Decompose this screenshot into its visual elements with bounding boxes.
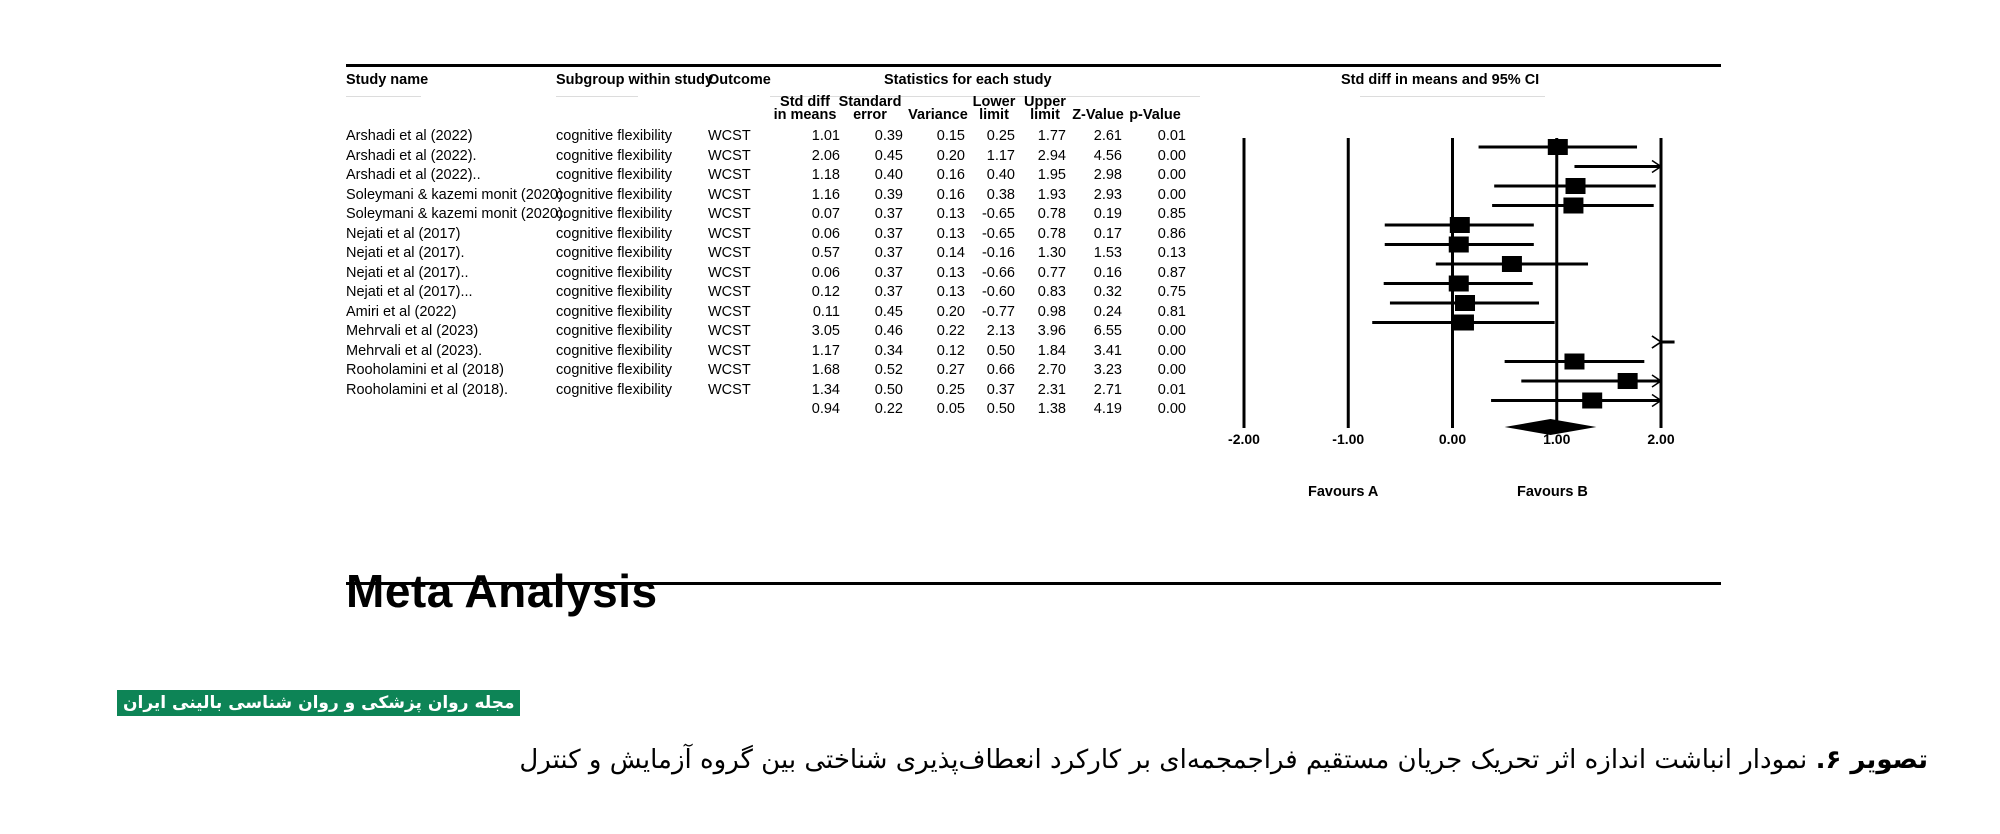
stat-value: 0.32: [1093, 284, 1122, 300]
stat-value: 0.06: [811, 225, 840, 242]
stat-value: 0.81: [1157, 303, 1186, 320]
stat-value: 0.24: [1093, 303, 1122, 320]
stat-value: 0.87: [1157, 264, 1186, 281]
stat-value: 0.52: [874, 362, 903, 378]
stat-value: 0.16: [1093, 264, 1122, 281]
outcome: WCST: [708, 303, 751, 320]
outcome: WCST: [708, 206, 751, 222]
subgroup: cognitive flexibility: [556, 381, 673, 398]
stat-value: -0.66: [981, 264, 1015, 281]
stat-value: 6.55: [1093, 323, 1122, 339]
stat-value: -0.65: [981, 225, 1015, 242]
effect-marker: [1454, 315, 1474, 331]
summary-value: 1.38: [1037, 401, 1066, 417]
stat-value: 0.98: [1037, 303, 1066, 320]
stat-value: 1.84: [1037, 342, 1066, 359]
favours-a-label: Favours A: [1308, 484, 1379, 500]
outcome: WCST: [708, 147, 751, 164]
study-name: Nejati et al (2017)...: [346, 284, 473, 300]
outcome: WCST: [708, 128, 751, 144]
stat-value: 0.00: [1157, 323, 1186, 339]
stat-value: 3.41: [1093, 342, 1122, 359]
stat-header-line1: Lower: [972, 94, 1016, 110]
subgroup: cognitive flexibility: [556, 362, 673, 378]
stat-value: 0.13: [936, 284, 965, 300]
stat-value: 1.68: [811, 362, 840, 378]
outcome: WCST: [708, 186, 751, 203]
x-tick-label: 0.00: [1438, 431, 1467, 447]
stat-value: 0.00: [1157, 362, 1186, 378]
stat-value: 0.85: [1157, 206, 1186, 222]
stat-value: 0.37: [874, 264, 903, 281]
stat-value: -0.60: [981, 284, 1015, 300]
stat-value: 2.93: [1093, 186, 1122, 203]
stat-value: -0.16: [981, 245, 1015, 261]
stat-value: 3.05: [811, 323, 840, 339]
stat-header-line2: in means: [773, 107, 837, 123]
stat-value: 0.07: [811, 206, 840, 222]
header-subgroup: Subgroup within study: [556, 72, 714, 88]
stat-value: 0.45: [874, 147, 903, 164]
stat-value: 0.86: [1157, 225, 1186, 242]
stat-header-line2: p-Value: [1129, 107, 1181, 123]
stat-value: 0.78: [1037, 225, 1066, 242]
stat-value: 2.94: [1037, 147, 1066, 164]
study-name: Soleymani & kazemi monit (2020).: [346, 206, 567, 222]
stat-value: 0.45: [874, 303, 903, 320]
stat-value: 2.06: [811, 147, 840, 164]
summary-value: 0.50: [986, 401, 1015, 417]
meta-analysis-title: Meta Analysis: [346, 565, 658, 617]
header-outcome: Outcome: [708, 72, 771, 88]
stat-value: 0.20: [936, 303, 965, 320]
outcome: WCST: [708, 284, 751, 300]
x-tick-label: -1.00: [1332, 431, 1365, 447]
subgroup: cognitive flexibility: [556, 284, 673, 300]
subgroup: cognitive flexibility: [556, 323, 673, 339]
study-name: Amiri et al (2022): [346, 303, 457, 320]
stat-value: 0.46: [874, 323, 903, 339]
stat-header-line2: limit: [1030, 107, 1060, 123]
stat-value: 0.77: [1037, 264, 1066, 281]
stat-value: 0.39: [874, 186, 903, 203]
effect-marker: [1566, 178, 1586, 194]
study-name: Mehrvali et al (2023).: [346, 342, 483, 359]
stat-value: 1.95: [1037, 167, 1066, 183]
subgroup: cognitive flexibility: [556, 264, 673, 281]
summary-value: 0.00: [1157, 401, 1186, 417]
stat-value: 0.15: [936, 128, 965, 144]
stat-value: 1.17: [986, 147, 1015, 164]
study-name: Arshadi et al (2022)..: [346, 167, 481, 183]
study-name: Nejati et al (2017).: [346, 245, 465, 261]
stat-value: 0.37: [874, 284, 903, 300]
stat-value: 1.01: [811, 128, 840, 144]
stat-value: 1.30: [1037, 245, 1066, 261]
stat-value: 0.50: [986, 342, 1015, 359]
stat-value: 0.34: [874, 342, 903, 359]
stat-value: 0.25: [986, 128, 1015, 144]
stat-value: 0.13: [936, 206, 965, 222]
stat-value: 0.00: [1157, 167, 1186, 183]
stat-value: 2.70: [1037, 362, 1066, 378]
x-tick-label: -2.00: [1228, 431, 1260, 447]
summary-value: 0.22: [874, 401, 903, 417]
stat-value: 1.77: [1037, 128, 1066, 144]
journal-name-badge: مجله روان پزشکی و روان شناسی بالینی ایران: [117, 690, 520, 716]
stat-value: 2.98: [1093, 167, 1122, 183]
subgroup: cognitive flexibility: [556, 245, 673, 261]
subgroup: cognitive flexibility: [556, 303, 673, 320]
stat-value: 1.16: [811, 186, 840, 203]
effect-marker: [1449, 276, 1469, 292]
caption-text: نمودار انباشت اندازه اثر تحریک جریان مستقیم فراجمجمه‌ای بر کارکرد انعطاف‌پذیری شناختی بین گروه آزمایش و کنترل: [519, 745, 1808, 775]
stat-value: 0.12: [936, 342, 965, 359]
effect-marker: [1502, 256, 1522, 272]
study-name: Rooholamini et al (2018).: [346, 381, 509, 398]
stat-value: 0.37: [986, 381, 1015, 398]
outcome: WCST: [708, 362, 751, 378]
stat-value: 0.66: [986, 362, 1015, 378]
effect-marker: [1564, 354, 1584, 370]
stat-value: 2.71: [1093, 381, 1122, 398]
effect-marker: [1449, 237, 1469, 253]
x-tick-label: 2.00: [1647, 431, 1675, 447]
summary-value: 0.94: [811, 401, 840, 417]
stat-value: 3.23: [1093, 362, 1122, 378]
outcome: WCST: [708, 381, 751, 398]
summary-value: 0.05: [936, 401, 965, 417]
stat-value: 0.37: [874, 225, 903, 242]
stat-header-line1: Upper: [1024, 94, 1066, 110]
figure-caption: [519, 745, 1928, 775]
stat-value: -0.65: [981, 206, 1015, 222]
stat-value: 0.13: [1157, 245, 1186, 261]
stat-value: 4.56: [1093, 147, 1122, 164]
header-study-name: Study name: [346, 72, 429, 88]
stat-value: 0.13: [936, 225, 965, 242]
stat-value: 0.37: [874, 206, 903, 222]
stat-value: 0.19: [1093, 206, 1122, 222]
stat-value: 0.57: [811, 245, 840, 261]
stat-header-line2: Z-Value: [1072, 107, 1124, 123]
outcome: WCST: [708, 264, 751, 281]
stat-value: 0.11: [812, 303, 840, 320]
stat-value: 0.16: [936, 167, 965, 183]
subgroup: cognitive flexibility: [556, 167, 673, 183]
stat-value: 0.40: [874, 167, 903, 183]
study-name: Rooholamini et al (2018): [346, 362, 504, 378]
header-plot: Std diff in means and 95% CI: [1341, 72, 1540, 88]
stat-header-line2: error: [853, 107, 887, 123]
stat-value: 0.00: [1157, 147, 1186, 164]
outcome: WCST: [708, 245, 751, 261]
stat-value: 1.53: [1093, 245, 1122, 261]
header-statistics: Statistics for each study: [884, 72, 1052, 88]
stat-value: 2.61: [1093, 128, 1122, 144]
study-name: Soleymani & kazemi monit (2020): [346, 186, 563, 203]
subgroup: cognitive flexibility: [556, 342, 673, 359]
stat-header-line1: Std diff: [780, 94, 830, 110]
stat-value: 0.14: [936, 245, 965, 261]
caption-label: تصویر ۶.: [1815, 745, 1928, 775]
study-name: Nejati et al (2017)..: [346, 264, 469, 281]
x-tick-label: 1.00: [1543, 431, 1571, 447]
subgroup: cognitive flexibility: [556, 128, 673, 144]
stat-value: 3.96: [1037, 323, 1066, 339]
outcome: WCST: [708, 167, 751, 183]
effect-marker: [1548, 139, 1568, 155]
stat-value: 0.01: [1157, 381, 1186, 398]
stat-value: 0.50: [874, 381, 903, 398]
study-name: Mehrvali et al (2023): [346, 323, 479, 339]
study-name: Nejati et al (2017): [346, 225, 461, 242]
effect-marker: [1455, 295, 1475, 311]
stat-header-line2: Variance: [908, 107, 968, 123]
outcome: WCST: [708, 323, 751, 339]
outcome: WCST: [708, 342, 751, 359]
stat-value: 0.25: [936, 381, 965, 398]
subgroup: cognitive flexibility: [556, 206, 673, 222]
stat-value: 0.01: [1157, 128, 1186, 144]
effect-marker: [1582, 393, 1602, 409]
favours-b-label: Favours B: [1517, 484, 1588, 500]
stat-value: 0.37: [874, 245, 903, 261]
stat-value: -0.77: [981, 303, 1015, 320]
stat-value: 1.17: [811, 342, 840, 359]
summary-value: 4.19: [1093, 401, 1122, 417]
stat-value: 0.40: [986, 167, 1015, 183]
stat-value: 0.12: [811, 284, 840, 300]
effect-marker: [1563, 198, 1583, 214]
study-name: Arshadi et al (2022).: [346, 147, 477, 164]
stat-value: 0.75: [1157, 284, 1186, 300]
stat-value: 0.27: [936, 362, 965, 378]
stat-value: 0.22: [936, 323, 965, 339]
stat-value: 0.38: [986, 186, 1015, 203]
stat-value: 0.00: [1157, 186, 1186, 203]
subgroup: cognitive flexibility: [556, 225, 673, 242]
subgroup: cognitive flexibility: [556, 186, 673, 203]
stat-value: 0.06: [811, 264, 840, 281]
study-name: Arshadi et al (2022): [346, 128, 473, 144]
stat-value: 0.16: [936, 186, 965, 203]
stat-value: 0.17: [1093, 225, 1122, 242]
outcome: WCST: [708, 225, 751, 242]
stat-value: 0.20: [936, 147, 965, 164]
stat-value: 2.13: [986, 323, 1015, 339]
stat-value: 0.83: [1037, 284, 1066, 300]
effect-marker: [1618, 373, 1638, 389]
stat-header-line2: limit: [979, 107, 1009, 123]
stat-header-line1: Standard: [838, 94, 902, 110]
stat-value: 0.13: [936, 264, 965, 281]
subgroup: cognitive flexibility: [556, 147, 673, 164]
stat-value: 1.93: [1037, 186, 1066, 203]
stat-value: 1.18: [811, 167, 840, 183]
effect-marker: [1450, 217, 1470, 233]
stat-value: 1.34: [811, 381, 840, 398]
stat-value: 0.39: [874, 128, 903, 144]
stat-value: 0.00: [1157, 342, 1186, 359]
stat-value: 2.31: [1037, 381, 1066, 398]
stat-value: 0.78: [1037, 206, 1066, 222]
